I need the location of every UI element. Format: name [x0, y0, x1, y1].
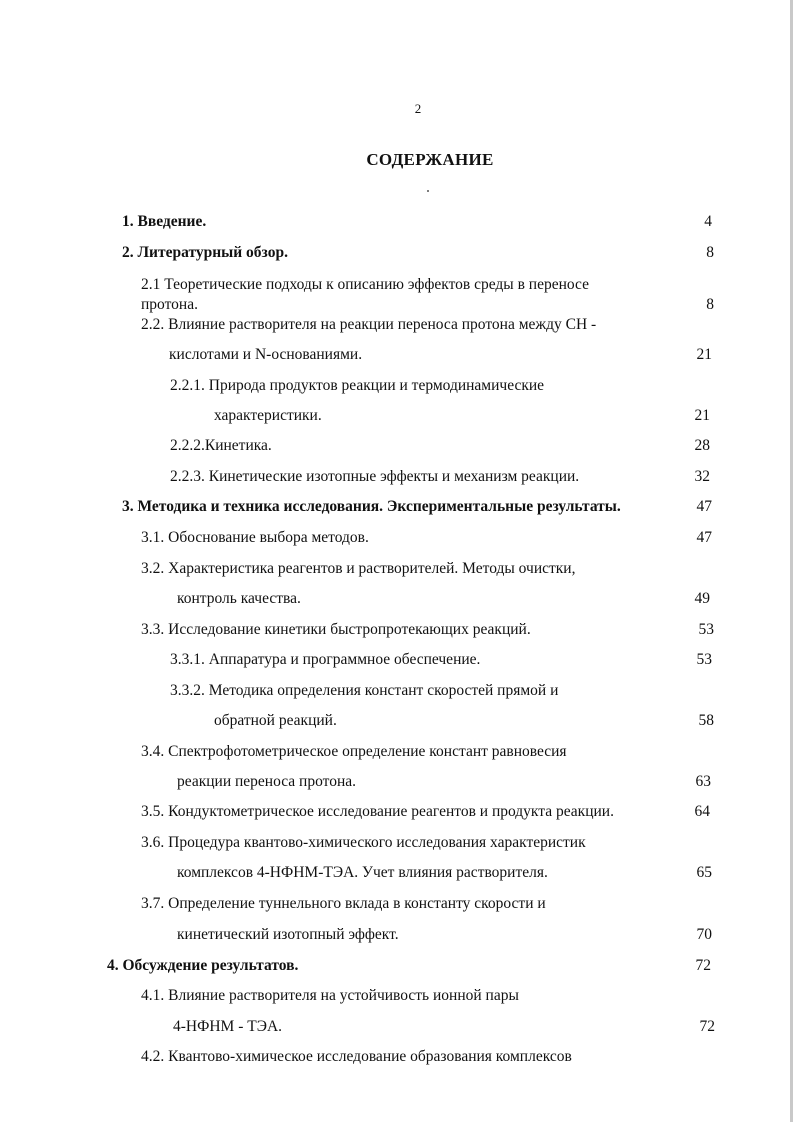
toc-entry-3-2-cont: контроль качества. — [177, 590, 301, 607]
scan-speck — [427, 190, 429, 192]
toc-page-2-2-1: 21 — [694, 407, 710, 424]
toc-page-3-3-1: 53 — [696, 651, 712, 668]
toc-entry-2-2-1: 2.2.1. Природа продуктов реакции и термодинамические — [170, 377, 545, 394]
toc-page-3-2: 49 — [694, 590, 710, 607]
toc-entry-3: 3. Методика и техника исследования. Экспериментальные результаты. — [122, 498, 621, 515]
toc-entry-1: 1. Введение. — [122, 213, 207, 230]
toc-entry-2-2-2: 2.2.2.Кинетика. — [170, 437, 272, 454]
toc-entry-4: 4. Обсуждение результатов. — [107, 957, 299, 974]
toc-entry-4-1: 4.1. Влияние растворителя на устойчивость ионной пары — [141, 987, 519, 1004]
page-title: СОДЕРЖАНИЕ — [366, 150, 494, 169]
toc-page-3-3-2: 58 — [698, 712, 714, 729]
toc-entry-3-3-1: 3.3.1. Аппаратура и программное обеспечение. — [170, 651, 481, 668]
toc-entry-3-4: 3.4. Спектрофотометрическое определение констант равновесия — [141, 743, 567, 760]
toc-page-2-2-2: 28 — [694, 437, 710, 454]
toc-page-3-7: 70 — [696, 926, 712, 943]
toc-entry-3-1: 3.1. Обоснование выбора методов. — [141, 529, 369, 546]
toc-entry-2-2: 2.2. Влияние растворителя на реакции переноса протона между CH - — [141, 316, 597, 333]
toc-page-2-2-3: 32 — [694, 468, 710, 485]
toc-entry-3-7-cont: кинетический изотопный эффект. — [177, 926, 399, 943]
toc-entry-3-4-cont: реакции переноса протона. — [177, 773, 357, 790]
toc-page-2-2: 21 — [696, 346, 712, 363]
toc-entry-2-2-1-cont: характеристики. — [214, 407, 322, 424]
toc-page-4-1: 72 — [699, 1018, 715, 1035]
toc-entry-2-1: 2.1 Теоретические подходы к описанию эффектов среды в переносе — [141, 276, 589, 293]
page-number: 2 — [414, 101, 422, 116]
toc-entry-3-2: 3.2. Характеристика реагентов и растворителей. Методы очистки, — [141, 560, 576, 577]
toc-entry-3-6: 3.6. Процедура квантово-химического исследования характеристик — [141, 834, 586, 851]
toc-page-3-4: 63 — [695, 773, 711, 790]
toc-entry-2: 2. Литературный обзор. — [122, 244, 288, 261]
toc-entry-3-7: 3.7. Определение туннельного вклада в константу скорости и — [141, 895, 546, 912]
toc-page-3-5: 64 — [694, 803, 710, 820]
toc-entry-3-3-2-cont: обратной реакций. — [214, 712, 337, 729]
toc-page-2: 8 — [706, 244, 714, 261]
toc-entry-2-2-3: 2.2.3. Кинетические изотопные эффекты и механизм реакции. — [170, 468, 580, 485]
toc-page-3-6: 65 — [696, 864, 712, 881]
toc-page-3-1: 47 — [696, 529, 712, 546]
toc-entry-4-2: 4.2. Квантово-химическое исследование образования комплексов — [141, 1048, 572, 1065]
toc-page-3: 47 — [696, 498, 712, 515]
toc-page-4: 72 — [695, 957, 711, 974]
toc-entry-2-2-cont: кислотами и N-основаниями. — [169, 346, 363, 363]
toc-page-3-3: 53 — [698, 621, 714, 638]
toc-entry-3-6-cont: комплексов 4-НФНМ-ТЭА. Учет влияния растворителя. — [177, 864, 548, 881]
toc-entry-2-1-cont: протона. — [141, 296, 198, 313]
toc-page-2-1: 8 — [706, 296, 714, 313]
toc-entry-4-1-cont: 4-НФНМ - ТЭА. — [173, 1018, 283, 1035]
toc-entry-3-5: 3.5. Кондуктометрическое исследование реагентов и продукта реакции. — [141, 803, 614, 820]
toc-entry-3-3-2: 3.3.2. Методика определения констант скоростей прямой и — [170, 682, 559, 699]
toc-entry-3-3: 3.3. Исследование кинетики быстропротекающих реакций. — [141, 621, 531, 638]
toc-page-1: 4 — [704, 213, 712, 230]
